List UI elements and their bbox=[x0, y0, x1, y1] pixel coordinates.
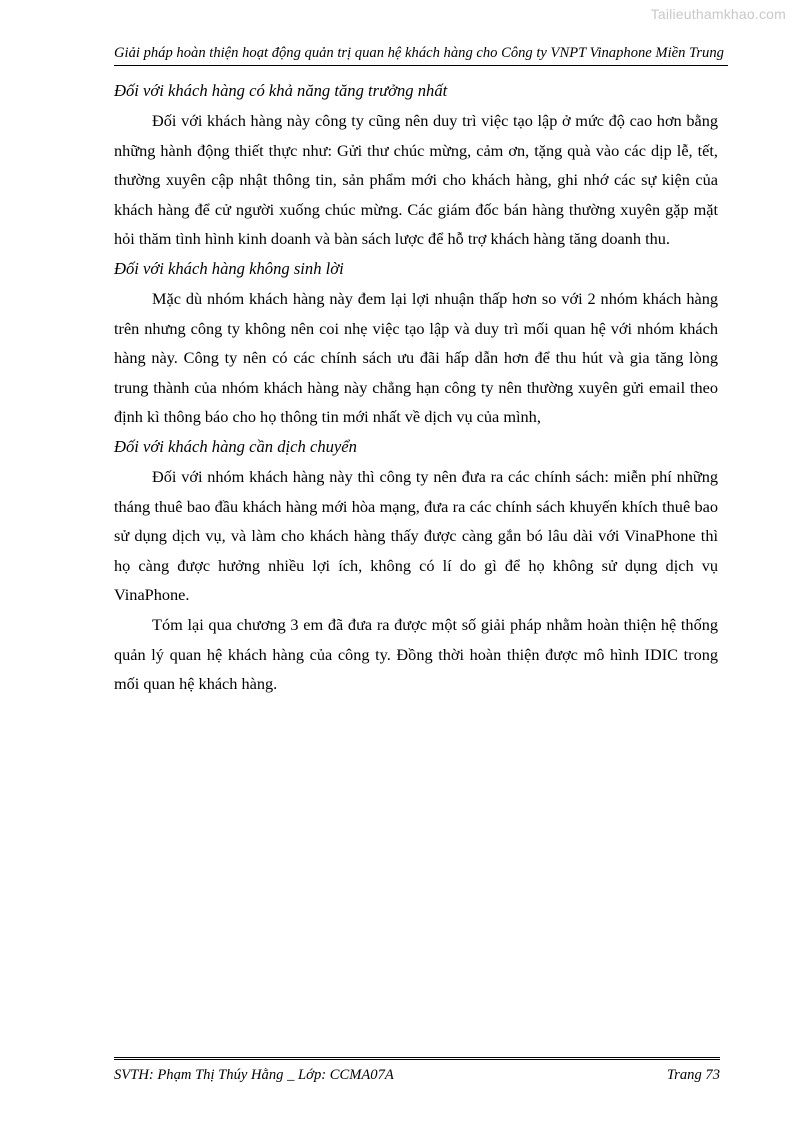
section-paragraph-growth: Đối với khách hàng này công ty cũng nên duy trì việc tạo lập ở mức độ cao hơn bằng những hành động thiết thực như: Gửi thư chúc mừng, cảm ơn, tặng quà vào các dịp lễ, tết, thường xuyên cập nhật thông tin, sản phẩm mới cho khách hàng, ghi nhớ các sự kiện của khách hàng để cử người xuống chúc mừng. Các giám đốc bán hàng thường xuyên gặp mặt hỏi thăm tình hình kinh doanh và bàn sách lược để hỗ trợ khách hàng tăng doanh thu. bbox=[114, 111, 718, 249]
footer-page-number: Trang 73 bbox=[666, 1067, 720, 1083]
section-heading-migrate: Đối với khách hàng cần dịch chuyển bbox=[114, 436, 357, 456]
document-body bbox=[114, 76, 718, 699]
section-paragraph-migrate: Đối với nhóm khách hàng này thì công ty nên đưa ra các chính sách: miễn phí những tháng thuê bao đầu khách hàng mới hòa mạng, đưa ra các chính sách khuyến khích thuê bao sử dụng dịch vụ, và làm cho khách hàng thấy được càng gắn bó lâu dài với VinaPhone thì họ càng được hưởng nhiều lợi ích, không có lí do gì để họ không sử dụng dịch vụ VinaPhone. bbox=[114, 466, 718, 605]
section-paragraph-nonprofit: Mặc dù nhóm khách hàng này đem lại lợi nhuận thấp hơn so với 2 nhóm khách hàng trên nhưng công ty không nên coi nhẹ việc tạo lập và duy trì mối quan hệ với nhóm khách hàng này. Công ty nên có các chính sách ưu đãi hấp dẫn hơn để thu hút và gia tăng lòng trung thành của nhóm khách hàng này chẳng hạn công ty nên thường xuyên gửi email theo định kì thông báo cho họ thông tin mới nhất về dịch vụ của mình, bbox=[114, 288, 718, 427]
page-footer bbox=[114, 1057, 720, 1084]
page-header: Giải pháp hoàn thiện hoạt động quản trị quan hệ khách hàng cho Công ty VNPT Vinaphone Miền Trung bbox=[114, 44, 728, 66]
watermark: Tailieuthamkhao.com bbox=[650, 6, 786, 22]
conclusion-paragraph: Tóm lại qua chương 3 em đã đưa ra được một số giải pháp nhằm hoàn thiện hệ thống quản lý quan hệ khách hàng của công ty. Đồng thời hoàn thiện được mô hình IDIC trong mối quan hệ khách hàng. bbox=[114, 614, 718, 694]
footer-author: SVTH: Phạm Thị Thúy Hằng _ Lớp: CCMA07A bbox=[114, 1067, 394, 1083]
section-heading-nonprofit: Đối với khách hàng không sinh lời bbox=[114, 258, 344, 278]
section-heading-growth: Đối với khách hàng có khả năng tăng trưởng nhất bbox=[114, 81, 448, 100]
